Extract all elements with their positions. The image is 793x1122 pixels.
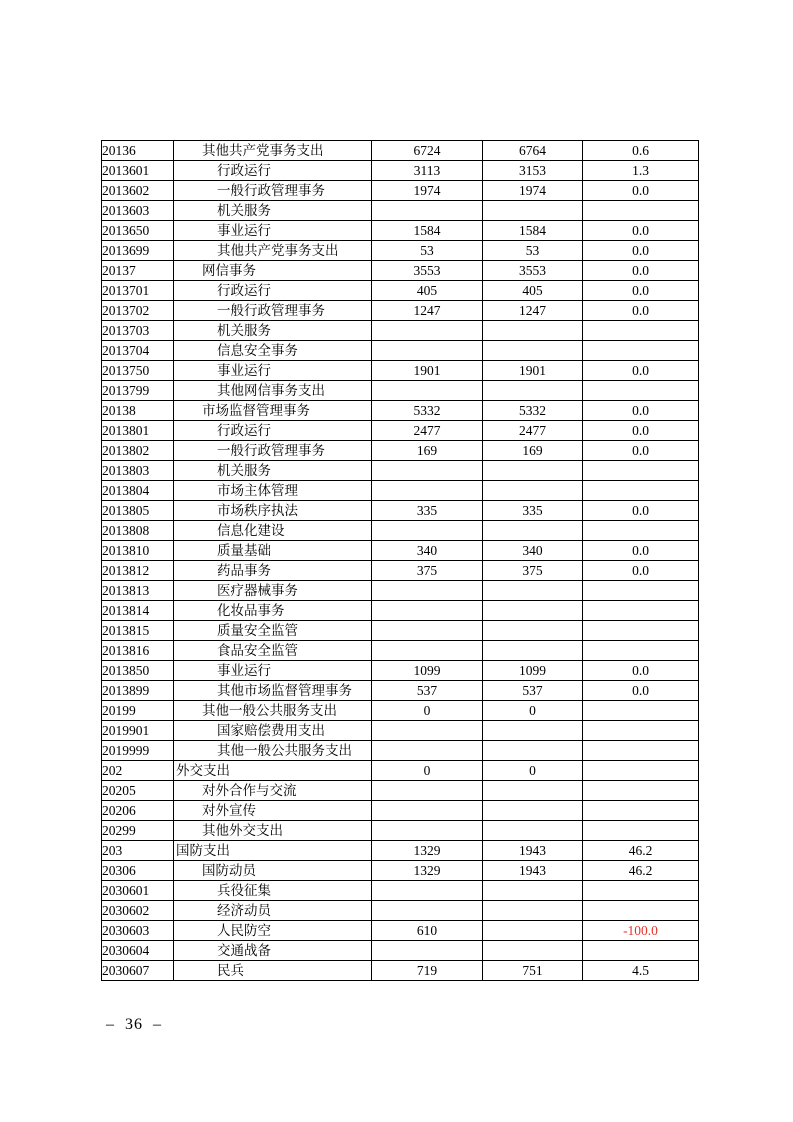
row-name: 行政运行 <box>174 281 372 301</box>
row-code: 2013704 <box>102 341 174 361</box>
row-name: 经济动员 <box>174 901 372 921</box>
row-code: 2013750 <box>102 361 174 381</box>
row-pct-change: 0.0 <box>583 181 699 201</box>
row-amount-prev: 169 <box>372 441 483 461</box>
row-code: 2013815 <box>102 621 174 641</box>
row-amount-prev: 1329 <box>372 861 483 881</box>
row-amount-prev: 53 <box>372 241 483 261</box>
row-amount-prev <box>372 601 483 621</box>
row-amount-current: 0 <box>483 761 583 781</box>
row-code: 2013813 <box>102 581 174 601</box>
row-name: 其他网信事务支出 <box>174 381 372 401</box>
row-name: 网信事务 <box>174 261 372 281</box>
row-amount-prev: 1974 <box>372 181 483 201</box>
row-code: 2030607 <box>102 961 174 981</box>
row-amount-prev: 3113 <box>372 161 483 181</box>
row-pct-change: 0.0 <box>583 221 699 241</box>
row-name: 其他外交支出 <box>174 821 372 841</box>
table-row <box>102 201 699 221</box>
row-amount-current: 1247 <box>483 301 583 321</box>
row-pct-change <box>583 941 699 961</box>
row-pct-change: 0.0 <box>583 281 699 301</box>
row-name: 国家赔偿费用支出 <box>174 721 372 741</box>
row-pct-change <box>583 641 699 661</box>
row-amount-current <box>483 781 583 801</box>
row-pct-change: 0.0 <box>583 301 699 321</box>
row-amount-current <box>483 641 583 661</box>
table-row <box>102 461 699 481</box>
row-amount-prev: 5332 <box>372 401 483 421</box>
row-pct-change <box>583 821 699 841</box>
row-amount-prev <box>372 621 483 641</box>
row-amount-prev: 1584 <box>372 221 483 241</box>
table-row <box>102 381 699 401</box>
row-pct-change <box>583 521 699 541</box>
row-name: 信息安全事务 <box>174 341 372 361</box>
row-amount-current: 3553 <box>483 261 583 281</box>
row-name: 食品安全监管 <box>174 641 372 661</box>
row-amount-current <box>483 581 583 601</box>
table-row <box>102 581 699 601</box>
table-row <box>102 281 699 301</box>
row-name: 行政运行 <box>174 421 372 441</box>
row-pct-change: 0.0 <box>583 261 699 281</box>
table-row <box>102 861 699 881</box>
row-amount-current <box>483 881 583 901</box>
row-pct-change: 0.0 <box>583 241 699 261</box>
row-name: 其他一般公共服务支出 <box>174 741 372 761</box>
row-code: 2013850 <box>102 661 174 681</box>
row-name: 国防支出 <box>174 841 372 861</box>
row-amount-current: 2477 <box>483 421 583 441</box>
table-row <box>102 161 699 181</box>
table-row <box>102 881 699 901</box>
row-name: 其他共产党事务支出 <box>174 141 372 161</box>
row-pct-change <box>583 721 699 741</box>
table-row <box>102 681 699 701</box>
row-code: 2013804 <box>102 481 174 501</box>
row-amount-current: 1584 <box>483 221 583 241</box>
row-pct-change: 0.0 <box>583 441 699 461</box>
row-code: 2019901 <box>102 721 174 741</box>
row-amount-prev: 719 <box>372 961 483 981</box>
row-code: 2030601 <box>102 881 174 901</box>
table-row <box>102 841 699 861</box>
row-amount-prev: 405 <box>372 281 483 301</box>
table-row <box>102 321 699 341</box>
row-pct-change: 0.0 <box>583 501 699 521</box>
row-amount-current: 1974 <box>483 181 583 201</box>
row-name: 民兵 <box>174 961 372 981</box>
row-amount-current: 6764 <box>483 141 583 161</box>
table-row <box>102 601 699 621</box>
row-name: 对外合作与交流 <box>174 781 372 801</box>
row-code: 2013699 <box>102 241 174 261</box>
table-row <box>102 441 699 461</box>
row-amount-prev <box>372 581 483 601</box>
row-code: 2013602 <box>102 181 174 201</box>
row-amount-prev: 0 <box>372 761 483 781</box>
row-amount-prev <box>372 381 483 401</box>
row-name: 事业运行 <box>174 661 372 681</box>
row-pct-change <box>583 701 699 721</box>
table-row <box>102 921 699 941</box>
table-row <box>102 261 699 281</box>
row-pct-change <box>583 621 699 641</box>
row-name: 一般行政管理事务 <box>174 181 372 201</box>
row-name: 外交支出 <box>174 761 372 781</box>
row-code: 2013808 <box>102 521 174 541</box>
table-row <box>102 661 699 681</box>
row-amount-current: 537 <box>483 681 583 701</box>
row-name: 行政运行 <box>174 161 372 181</box>
row-name: 市场主体管理 <box>174 481 372 501</box>
row-amount-prev <box>372 781 483 801</box>
row-amount-current: 405 <box>483 281 583 301</box>
row-name: 一般行政管理事务 <box>174 441 372 461</box>
row-amount-current: 340 <box>483 541 583 561</box>
row-amount-current <box>483 481 583 501</box>
row-amount-prev: 2477 <box>372 421 483 441</box>
row-pct-change: 46.2 <box>583 841 699 861</box>
row-name: 人民防空 <box>174 921 372 941</box>
row-amount-current <box>483 521 583 541</box>
row-code: 20306 <box>102 861 174 881</box>
row-amount-prev: 610 <box>372 921 483 941</box>
row-amount-current: 375 <box>483 561 583 581</box>
row-amount-current <box>483 601 583 621</box>
row-name: 机关服务 <box>174 201 372 221</box>
row-code: 2013802 <box>102 441 174 461</box>
row-amount-prev <box>372 941 483 961</box>
row-amount-prev: 6724 <box>372 141 483 161</box>
row-code: 2013805 <box>102 501 174 521</box>
row-pct-change <box>583 601 699 621</box>
row-amount-prev <box>372 341 483 361</box>
table-row <box>102 821 699 841</box>
row-name: 事业运行 <box>174 361 372 381</box>
table-row <box>102 741 699 761</box>
row-name: 其他市场监督管理事务 <box>174 681 372 701</box>
row-amount-current: 5332 <box>483 401 583 421</box>
row-pct-change <box>583 481 699 501</box>
table-row <box>102 781 699 801</box>
row-code: 2030603 <box>102 921 174 941</box>
row-code: 2013803 <box>102 461 174 481</box>
row-pct-change <box>583 461 699 481</box>
row-code: 2013899 <box>102 681 174 701</box>
row-amount-current: 0 <box>483 701 583 721</box>
row-code: 20205 <box>102 781 174 801</box>
row-amount-prev <box>372 901 483 921</box>
row-amount-prev: 335 <box>372 501 483 521</box>
row-amount-current <box>483 201 583 221</box>
row-name: 事业运行 <box>174 221 372 241</box>
row-code: 2013810 <box>102 541 174 561</box>
row-code: 2030604 <box>102 941 174 961</box>
row-name: 市场监督管理事务 <box>174 401 372 421</box>
row-amount-current: 335 <box>483 501 583 521</box>
row-amount-prev: 1329 <box>372 841 483 861</box>
row-code: 203 <box>102 841 174 861</box>
page-number: – 36 – <box>106 1016 162 1033</box>
row-amount-prev <box>372 881 483 901</box>
row-amount-prev <box>372 821 483 841</box>
table-row <box>102 801 699 821</box>
table-row <box>102 501 699 521</box>
row-amount-prev <box>372 521 483 541</box>
table-row <box>102 621 699 641</box>
row-amount-prev <box>372 721 483 741</box>
row-amount-current: 1943 <box>483 861 583 881</box>
row-pct-change: 0.0 <box>583 661 699 681</box>
row-amount-current <box>483 901 583 921</box>
row-code: 20137 <box>102 261 174 281</box>
row-pct-change <box>583 901 699 921</box>
row-amount-prev: 537 <box>372 681 483 701</box>
row-pct-change <box>583 201 699 221</box>
row-amount-current: 169 <box>483 441 583 461</box>
row-pct-change: -100.0 <box>583 921 699 941</box>
row-pct-change: 0.0 <box>583 421 699 441</box>
row-name: 药品事务 <box>174 561 372 581</box>
row-pct-change: 0.0 <box>583 561 699 581</box>
row-amount-prev <box>372 321 483 341</box>
row-amount-prev <box>372 201 483 221</box>
table-row <box>102 181 699 201</box>
row-name: 机关服务 <box>174 321 372 341</box>
row-code: 202 <box>102 761 174 781</box>
row-pct-change <box>583 781 699 801</box>
row-name: 国防动员 <box>174 861 372 881</box>
row-amount-current: 53 <box>483 241 583 261</box>
row-name: 其他一般公共服务支出 <box>174 701 372 721</box>
table-row <box>102 641 699 661</box>
table-row <box>102 521 699 541</box>
table-row <box>102 901 699 921</box>
row-pct-change <box>583 341 699 361</box>
row-amount-prev <box>372 481 483 501</box>
row-amount-current: 1901 <box>483 361 583 381</box>
row-amount-prev: 375 <box>372 561 483 581</box>
row-amount-current <box>483 741 583 761</box>
row-code: 2013702 <box>102 301 174 321</box>
table-row <box>102 961 699 981</box>
table-row <box>102 941 699 961</box>
table-row <box>102 141 699 161</box>
row-pct-change: 46.2 <box>583 861 699 881</box>
row-pct-change <box>583 761 699 781</box>
row-pct-change: 1.3 <box>583 161 699 181</box>
table-row <box>102 561 699 581</box>
row-amount-current <box>483 921 583 941</box>
row-name: 一般行政管理事务 <box>174 301 372 321</box>
row-amount-prev: 340 <box>372 541 483 561</box>
row-amount-current: 1099 <box>483 661 583 681</box>
row-code: 2013701 <box>102 281 174 301</box>
table-row <box>102 761 699 781</box>
row-code: 20199 <box>102 701 174 721</box>
row-amount-current <box>483 941 583 961</box>
row-name: 质量基础 <box>174 541 372 561</box>
row-amount-current: 3153 <box>483 161 583 181</box>
row-code: 2013799 <box>102 381 174 401</box>
table-row <box>102 401 699 421</box>
row-amount-prev: 3553 <box>372 261 483 281</box>
row-amount-current <box>483 321 583 341</box>
row-pct-change <box>583 581 699 601</box>
table-row <box>102 421 699 441</box>
budget-table <box>101 140 699 981</box>
row-amount-prev <box>372 741 483 761</box>
row-amount-current <box>483 821 583 841</box>
row-name: 兵役征集 <box>174 881 372 901</box>
row-amount-prev: 1247 <box>372 301 483 321</box>
table-row <box>102 721 699 741</box>
row-amount-prev: 0 <box>372 701 483 721</box>
row-code: 20138 <box>102 401 174 421</box>
row-code: 2030602 <box>102 901 174 921</box>
budget-table-body <box>102 141 699 981</box>
table-row <box>102 221 699 241</box>
row-pct-change: 0.6 <box>583 141 699 161</box>
row-amount-prev <box>372 461 483 481</box>
row-amount-current <box>483 381 583 401</box>
table-row <box>102 481 699 501</box>
row-code: 20299 <box>102 821 174 841</box>
row-name: 机关服务 <box>174 461 372 481</box>
row-code: 2013812 <box>102 561 174 581</box>
row-code: 2013601 <box>102 161 174 181</box>
row-code: 20136 <box>102 141 174 161</box>
row-amount-current <box>483 801 583 821</box>
row-code: 2013814 <box>102 601 174 621</box>
table-row <box>102 241 699 261</box>
row-name: 交通战备 <box>174 941 372 961</box>
row-pct-change <box>583 801 699 821</box>
row-amount-current <box>483 461 583 481</box>
row-pct-change: 4.5 <box>583 961 699 981</box>
table-row <box>102 301 699 321</box>
row-name: 其他共产党事务支出 <box>174 241 372 261</box>
row-pct-change <box>583 321 699 341</box>
row-amount-current: 1943 <box>483 841 583 861</box>
row-code: 2013603 <box>102 201 174 221</box>
row-pct-change <box>583 741 699 761</box>
row-amount-prev <box>372 801 483 821</box>
row-name: 市场秩序执法 <box>174 501 372 521</box>
row-code: 2019999 <box>102 741 174 761</box>
row-amount-current: 751 <box>483 961 583 981</box>
row-code: 20206 <box>102 801 174 821</box>
row-code: 2013703 <box>102 321 174 341</box>
row-name: 化妆品事务 <box>174 601 372 621</box>
row-pct-change: 0.0 <box>583 681 699 701</box>
row-name: 信息化建设 <box>174 521 372 541</box>
row-amount-current <box>483 341 583 361</box>
row-amount-current <box>483 721 583 741</box>
row-name: 质量安全监管 <box>174 621 372 641</box>
table-row <box>102 541 699 561</box>
row-code: 2013650 <box>102 221 174 241</box>
row-code: 2013816 <box>102 641 174 661</box>
row-pct-change: 0.0 <box>583 361 699 381</box>
row-pct-change <box>583 381 699 401</box>
table-row <box>102 361 699 381</box>
row-amount-current <box>483 621 583 641</box>
row-pct-change: 0.0 <box>583 401 699 421</box>
row-code: 2013801 <box>102 421 174 441</box>
row-name: 医疗器械事务 <box>174 581 372 601</box>
row-amount-prev: 1901 <box>372 361 483 381</box>
row-amount-prev <box>372 641 483 661</box>
table-row <box>102 701 699 721</box>
row-pct-change: 0.0 <box>583 541 699 561</box>
table-row <box>102 341 699 361</box>
row-name: 对外宣传 <box>174 801 372 821</box>
row-pct-change <box>583 881 699 901</box>
row-amount-prev: 1099 <box>372 661 483 681</box>
